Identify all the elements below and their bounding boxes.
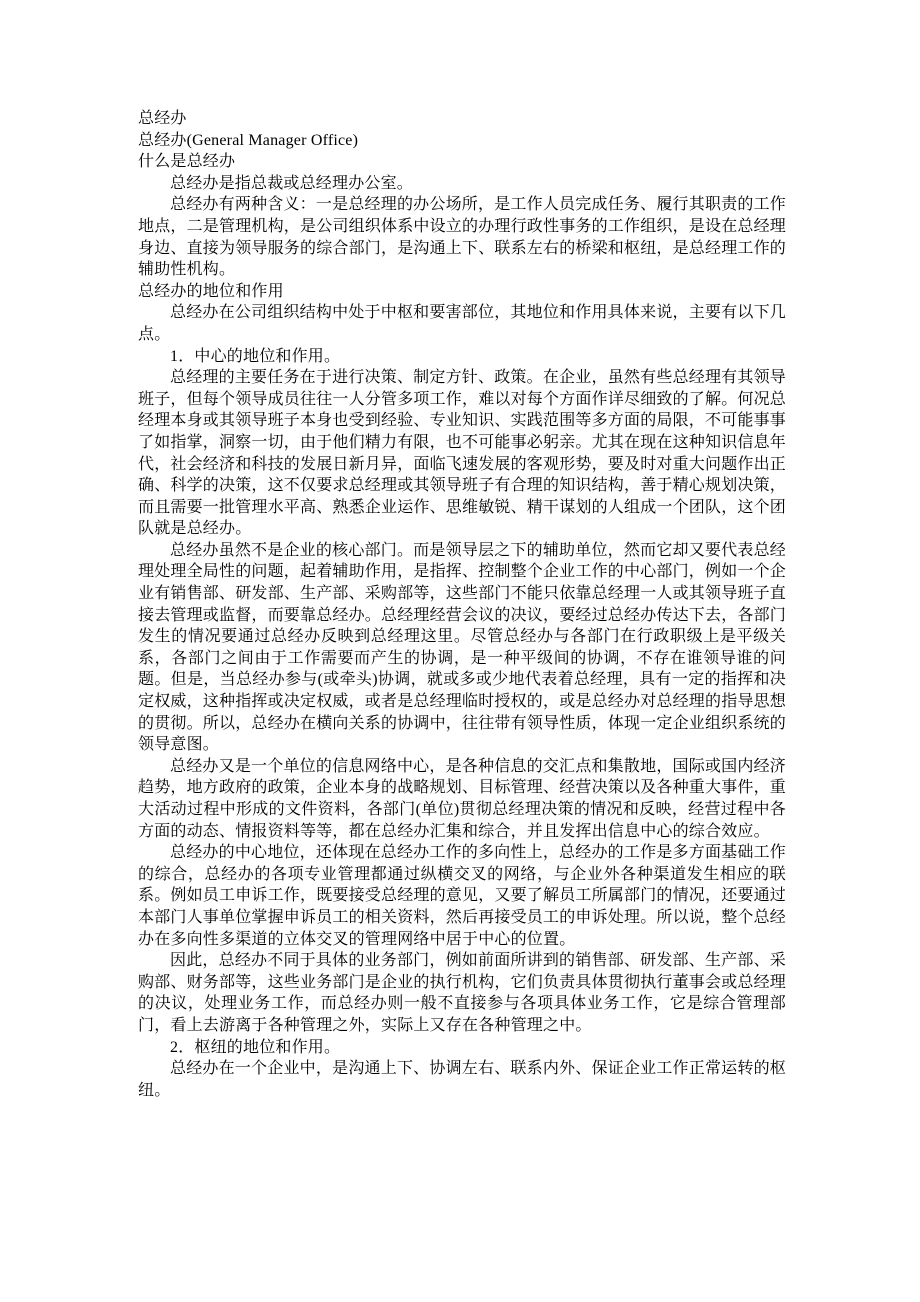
paragraph-definition: 总经办是指总裁或总经理办公室。 bbox=[170, 174, 414, 192]
paragraph-gm-tasks: 总经理的主要任务在于进行决策、制定方针、政策。在企业，虽然有些总经理有其领导班子，但每个领导成员往往一人分管多项工作，难以对每个方面作详尽细致的了解。何况总经理本身或其领导班子本身也受到经验、专业知识、实践范围等多方面的局限，不可能事事了如指掌，洞察一切，由于他们精力有限，也不可能事必躬亲。尤其在现在这种知识信息年代，社会经济和科技的发展日新月异，面临飞速发展的客观形势，要及时对重大问题作出正确、科学的决策，这不仅要求总经理或其领导班子有合理的知识结构，善于精心规划决策，而且需要一批管理水平高、熟悉企业运作、思维敏锐、精干谋划的人组成一个团队，这个团队就是总经办。 bbox=[138, 369, 787, 538]
doc-title: 总经办 bbox=[138, 110, 187, 127]
document-page bbox=[138, 108, 786, 1101]
list-item-2-heading: 2．枢纽的地位和作用。 bbox=[170, 1038, 341, 1056]
section-heading-what-is: 什么是总经办 bbox=[138, 153, 236, 171]
section-heading-status-role: 总经办的地位和作用 bbox=[138, 282, 284, 300]
paragraph-central-position: 总经办的中心地位，还体现在总经办工作的多向性上，总经办的工作是多方面基础工作的综合，总经办的各项专业管理都通过纵横交叉的网络，与企业外各种渠道发生相应的联系。例如员工申诉工作，既要接受总经理的意见，又要了解员工所属部门的情况，还要通过本部门人事单位掌握申诉员工的相关资料，然后再接受员工的申诉处理。所以说，整个总经办在多向性多渠道的立体交叉的管理网络中居于中心的位置。 bbox=[138, 844, 787, 948]
paragraph-two-meanings: 总经办有两种含义：一是总经理的办公场所，是工作人员完成任务、履行其职责的工作地点，二是管理机构，是公司组织体系中设立的办理行政性事务的工作组织，是设在总经理身边、直接为领导服务的综合部门，是沟通上下、联系左右的桥梁和枢纽，是总经理工作的辅助性机构。 bbox=[138, 196, 787, 279]
doc-subtitle-english: 总经办(General Manager Office) bbox=[138, 131, 359, 149]
list-item-1-heading: 1．中心的地位和作用。 bbox=[170, 347, 341, 365]
paragraph-difference-business-dept: 因此，总经办不同于具体的业务部门，例如前面所讲到的销售部、研发部、生产部、采购部、财务部等，这些业务部门是企业的执行机构，它们负责具体贯彻执行董事会或总经理的决议，处理业务工作，而总经办则一般不直接参与各项具体业务工作，它是综合管理部门，看上去游离于各种管理之外，实际上又存在各种管理之中。 bbox=[138, 952, 787, 1034]
paragraph-information-center: 总经办又是一个单位的信息网络中心，是各种信息的交汇点和集散地，国际或国内经济趋势，地方政府的政策，企业本身的战略规划、目标管理、经营决策以及各种重大事件，重大活动过程中形成的文件资料，各部门(单位)贯彻总经理决策的情况和反映，经营过程中各方面的动态、情报资料等等，都在总经办汇集和综合，并且发挥出信息中心的综合效应。 bbox=[138, 757, 787, 840]
paragraph-intro: 总经办在公司组织结构中处于中枢和要害部位，其地位和作用具体来说，主要有以下几点。 bbox=[138, 304, 786, 343]
paragraph-hub: 总经办在一个企业中，是沟通上下、协调左右、联系内外、保证企业工作正常运转的枢纽。 bbox=[138, 1060, 786, 1099]
paragraph-auxiliary-unit: 总经办虽然不是企业的核心部门。而是领导层之下的辅助单位，然而它却又要代表总经理处理全局性的问题，起着辅助作用，是指挥、控制整个企业工作的中心部门，例如一个企业有销售部、研发部、生产部、采购部等，这些部门不能只依靠总经理一人或其领导班子直接去管理或监督，而要靠总经办。总经理经营会议的决议，要经过总经办传达下去，各部门发生的情况要通过总经办反映到总经理这里。尽管总经办与各部门在行政职级上是平级关系，各部门之间由于工作需要而产生的协调，是一种平级间的协调，不存在谁领导谁的问题。但是，当总经办参与(或牵头)协调，就或多或少地代表着总经理，具有一定的指挥和决定权威，这种指挥或决定权威，或者是总经理临时授权的，或是总经办对总经理的指导思想的贯彻。所以，总经办在横向关系的协调中，往往带有领导性质，体现一定企业组织系统的领导意图。 bbox=[138, 541, 787, 754]
